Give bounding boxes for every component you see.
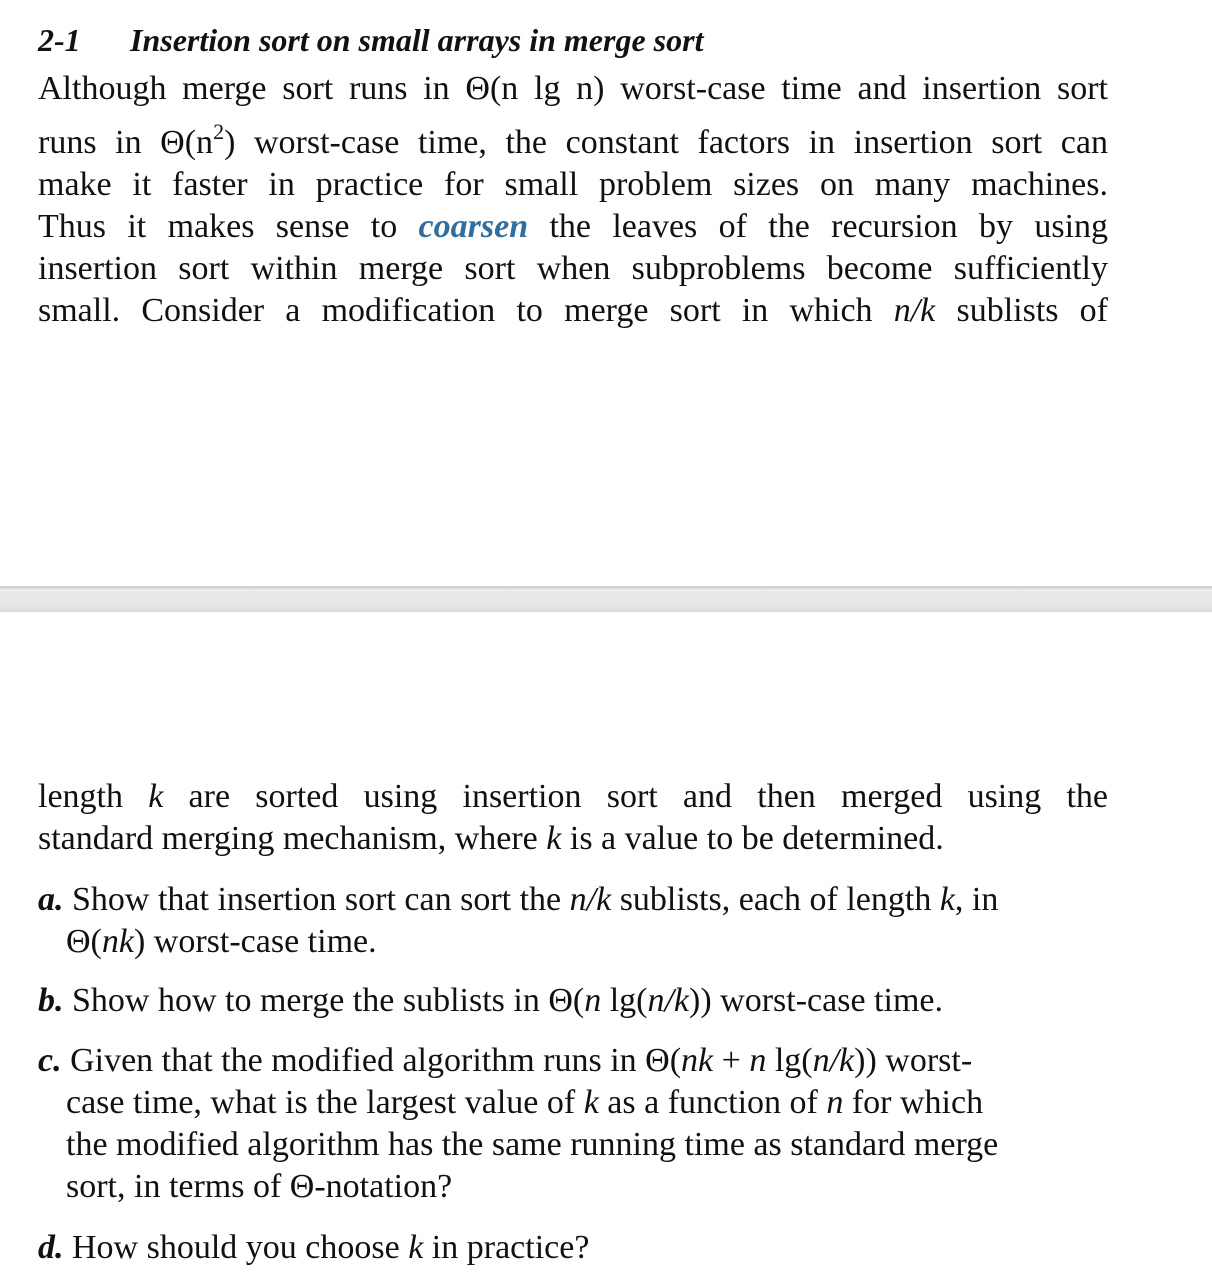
- problem-number: 2-1: [38, 22, 81, 58]
- intro-line-4: Thus it makes sense to coarsen the leaves of the recursion by using: [38, 208, 1109, 245]
- continuation-line-2: standard merging mechanism, where k is a value to be determined.: [38, 820, 944, 857]
- intro-line-3: make it faster in practice for small problem sizes on many machines.: [38, 166, 1108, 203]
- part-b-label: b.: [38, 982, 64, 1019]
- problem-title: Insertion sort on small arrays in merge sort: [130, 22, 704, 58]
- part-c-label: c.: [38, 1042, 62, 1079]
- continuation-line-1: length k are sorted using insertion sort and then merged using the: [38, 778, 1109, 815]
- page-bottom: [0, 612, 1212, 1286]
- intro-line-1: Although merge sort runs in Θ(n lg n) worst-case time and insertion sort: [38, 70, 1108, 107]
- exponent: 2: [213, 119, 225, 144]
- part-a-label: a.: [38, 881, 64, 918]
- intro-line-5: insertion sort within merge sort when subproblems become sufficiently: [38, 250, 1108, 287]
- problem-heading: [38, 18, 703, 62]
- part-b: b. Show how to merge the sublists in Θ(n lg(n/k)) worst-case time.: [38, 982, 943, 1019]
- part-d-label: d.: [38, 1229, 64, 1266]
- part-a: a. Show that insertion sort can sort the n/k sublists, each of length k, in Θ(nk) worst-case time.: [38, 881, 999, 960]
- page-top: [0, 0, 1212, 586]
- continuation-paragraph: [38, 776, 1108, 860]
- intro-line-2: runs in $\Theta(n^2)$ worst-case time, the constant factors in insertion sort can: [38, 119, 1108, 161]
- page-break-divider: [0, 586, 1212, 612]
- intro-line-6: small. Consider a modification to merge sort in which n/k sublists of: [38, 292, 1109, 329]
- intro-paragraph: [38, 68, 1108, 332]
- term-coarsen: coarsen: [418, 208, 529, 245]
- part-c: c. Given that the modified algorithm runs in Θ(nk + n lg(n/k)) worst- case time, what is the largest value of k as a function of n for which the modified algorithm has the same running time as standard merge sort, in terms of Θ-notation?: [38, 1042, 999, 1205]
- part-d: d. How should you choose k in practice?: [38, 1229, 590, 1266]
